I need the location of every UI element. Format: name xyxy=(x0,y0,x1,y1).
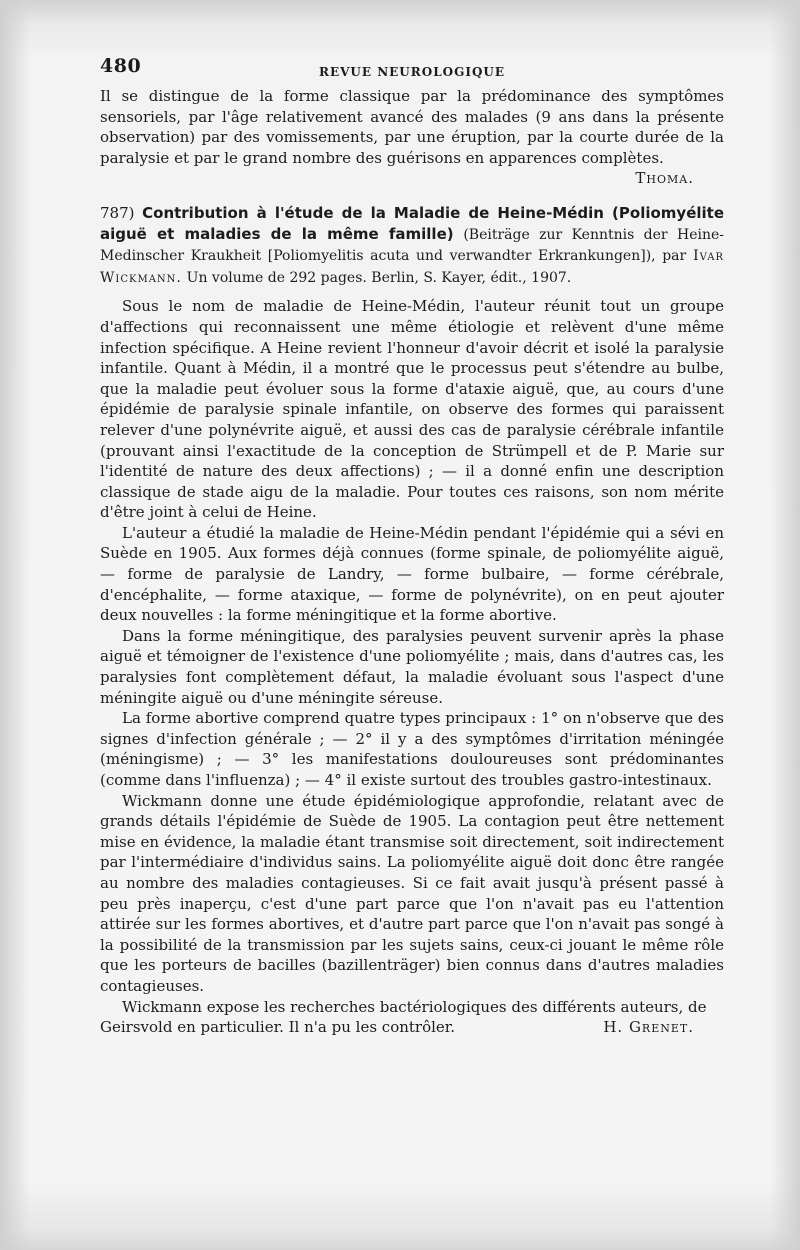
body-paragraph: La forme abortive comprend quatre types principaux : 1° on n'observe que des signes d'infection générale ; — 2° il y a des symptômes d'irritation méningée (méningisme) ; — 3° les manifestations douloureuses sont prédominantes (comme dans l'influenza) ; — 4° il existe surtout des troubles gastro-intestinaux. xyxy=(100,709,724,789)
body-paragraph: Dans la forme méningitique, des paralysies peuvent survenir après la phase aiguë et témoigner de l'existence d'une poliomyélite ; mais, dans d'autres cas, les paralysies font complètement défaut, la maladie évoluant sous l'aspect d'une méningite aiguë ou d'une méningite séreuse. xyxy=(100,626,724,707)
entry-heading xyxy=(100,203,724,288)
body-paragraph: Sous le nom de maladie de Heine-Médin, l'auteur réunit tout un groupe d'affections qui reconnaissent une même étiologie et relèvent d'une même infection spécifique. A Heine revient l'honneur d'avoir décrit et isolé la paralysie infantile. Quant à Médin, il a montré que le processus peut s'étendre au bulbe, que la maladie peut évoluer sous la forme d'ataxie aiguë, que, au cours d'une épidémie de paralysie spinale infantile, on observe des formes qui paraissent relever d'une polynévrite aiguë, et aussi des cas de paralysie cérébrale infantile (prouvant ainsi l'exactitude de la conception de Strümpell et de P. Marie sur l'identité de nature des deux affections) ; — il a donné enfin une description classique de stade aigu de la maladie. Pour toutes ces raisons, son nom mérite d'être joint à celui de Heine. xyxy=(100,297,724,522)
body-paragraph: L'auteur a étudié la maladie de Heine-Médin pendant l'épidémie qui a sévi en Suède en 1905. Aux formes déjà connues (forme spinale, de poliomyélite aiguë, — forme de paralysie de Landry, — forme bulbaire, — forme cérébrale, d'encéphalite, — forme ataxique, — forme de polynévrite), on en peut ajouter deux nouvelles : la forme méningitique et la forme abortive. xyxy=(100,523,724,625)
previous-entry-signature: Thoma. xyxy=(635,169,694,188)
entry-number: 787) xyxy=(100,203,135,222)
page-number: 480 xyxy=(100,55,142,77)
entry-citation-after: Un volume de 292 pages. Berlin, S. Kayer, édit., 1907. xyxy=(186,269,572,286)
entry-citation-before: (Beiträge zur Kenntnis der Heine-Medinscher Kraukheit [Poliomyelitis acuta und verwandter Erkrankungen]), par xyxy=(100,226,724,265)
journal-title: REVUE NEUROLOGIQUE xyxy=(318,65,506,79)
previous-entry-paragraph: Il se distingue de la forme classique par la prédominance des symptômes sensoriels, par l'âge relativement avancé des malades (9 ans dans la présente observation) par des vomissements, par une éruption, par la courte durée de la paralysie et par le grand nombre des guérisons en apparences complètes. xyxy=(100,87,724,167)
last-paragraph-end-line xyxy=(100,1017,724,1038)
entry-author: Ivar Wickmann. xyxy=(100,248,724,286)
running-head xyxy=(100,56,724,82)
entry-signature: H. Grenet. xyxy=(603,1018,694,1037)
entry-title: Contribution à l'étude de la Maladie de Heine-Médin (Poliomyélite aiguë et maladies de la même famille) xyxy=(100,203,724,243)
body-paragraph: Wickmann donne une étude épidémiologique approfondie, relatant avec de grands détails l'épidémie de Suède de 1905. La contagion peut être nettement mise en évidence, la maladie étant transmise soit directement, soit indirectement par l'intermédiaire d'individus sains. La poliomyélite aiguë doit donc être rangée au nombre des maladies contagieuses. Si ce fait avait jusqu'à présent passé à peu près inaperçu, c'est d'une part parce que l'on n'avait pas eu l'attention attirée sur les formes abortives, et d'autre part parce que l'on n'avait pas songé à la possibilité de la transmission par les sujets sains, ceux-ci jouant le même rôle que les porteurs de bacilles (bazillenträger) bien connus dans d'autres maladies contagieuses. xyxy=(100,791,724,995)
text-column xyxy=(100,56,724,1038)
last-paragraph-start: Wickmann expose les recherches bactériologiques des différents auteurs, de xyxy=(122,997,707,1016)
last-paragraph-end: Geirsvold en particulier. Il n'a pu les contrôler. xyxy=(100,1018,456,1037)
